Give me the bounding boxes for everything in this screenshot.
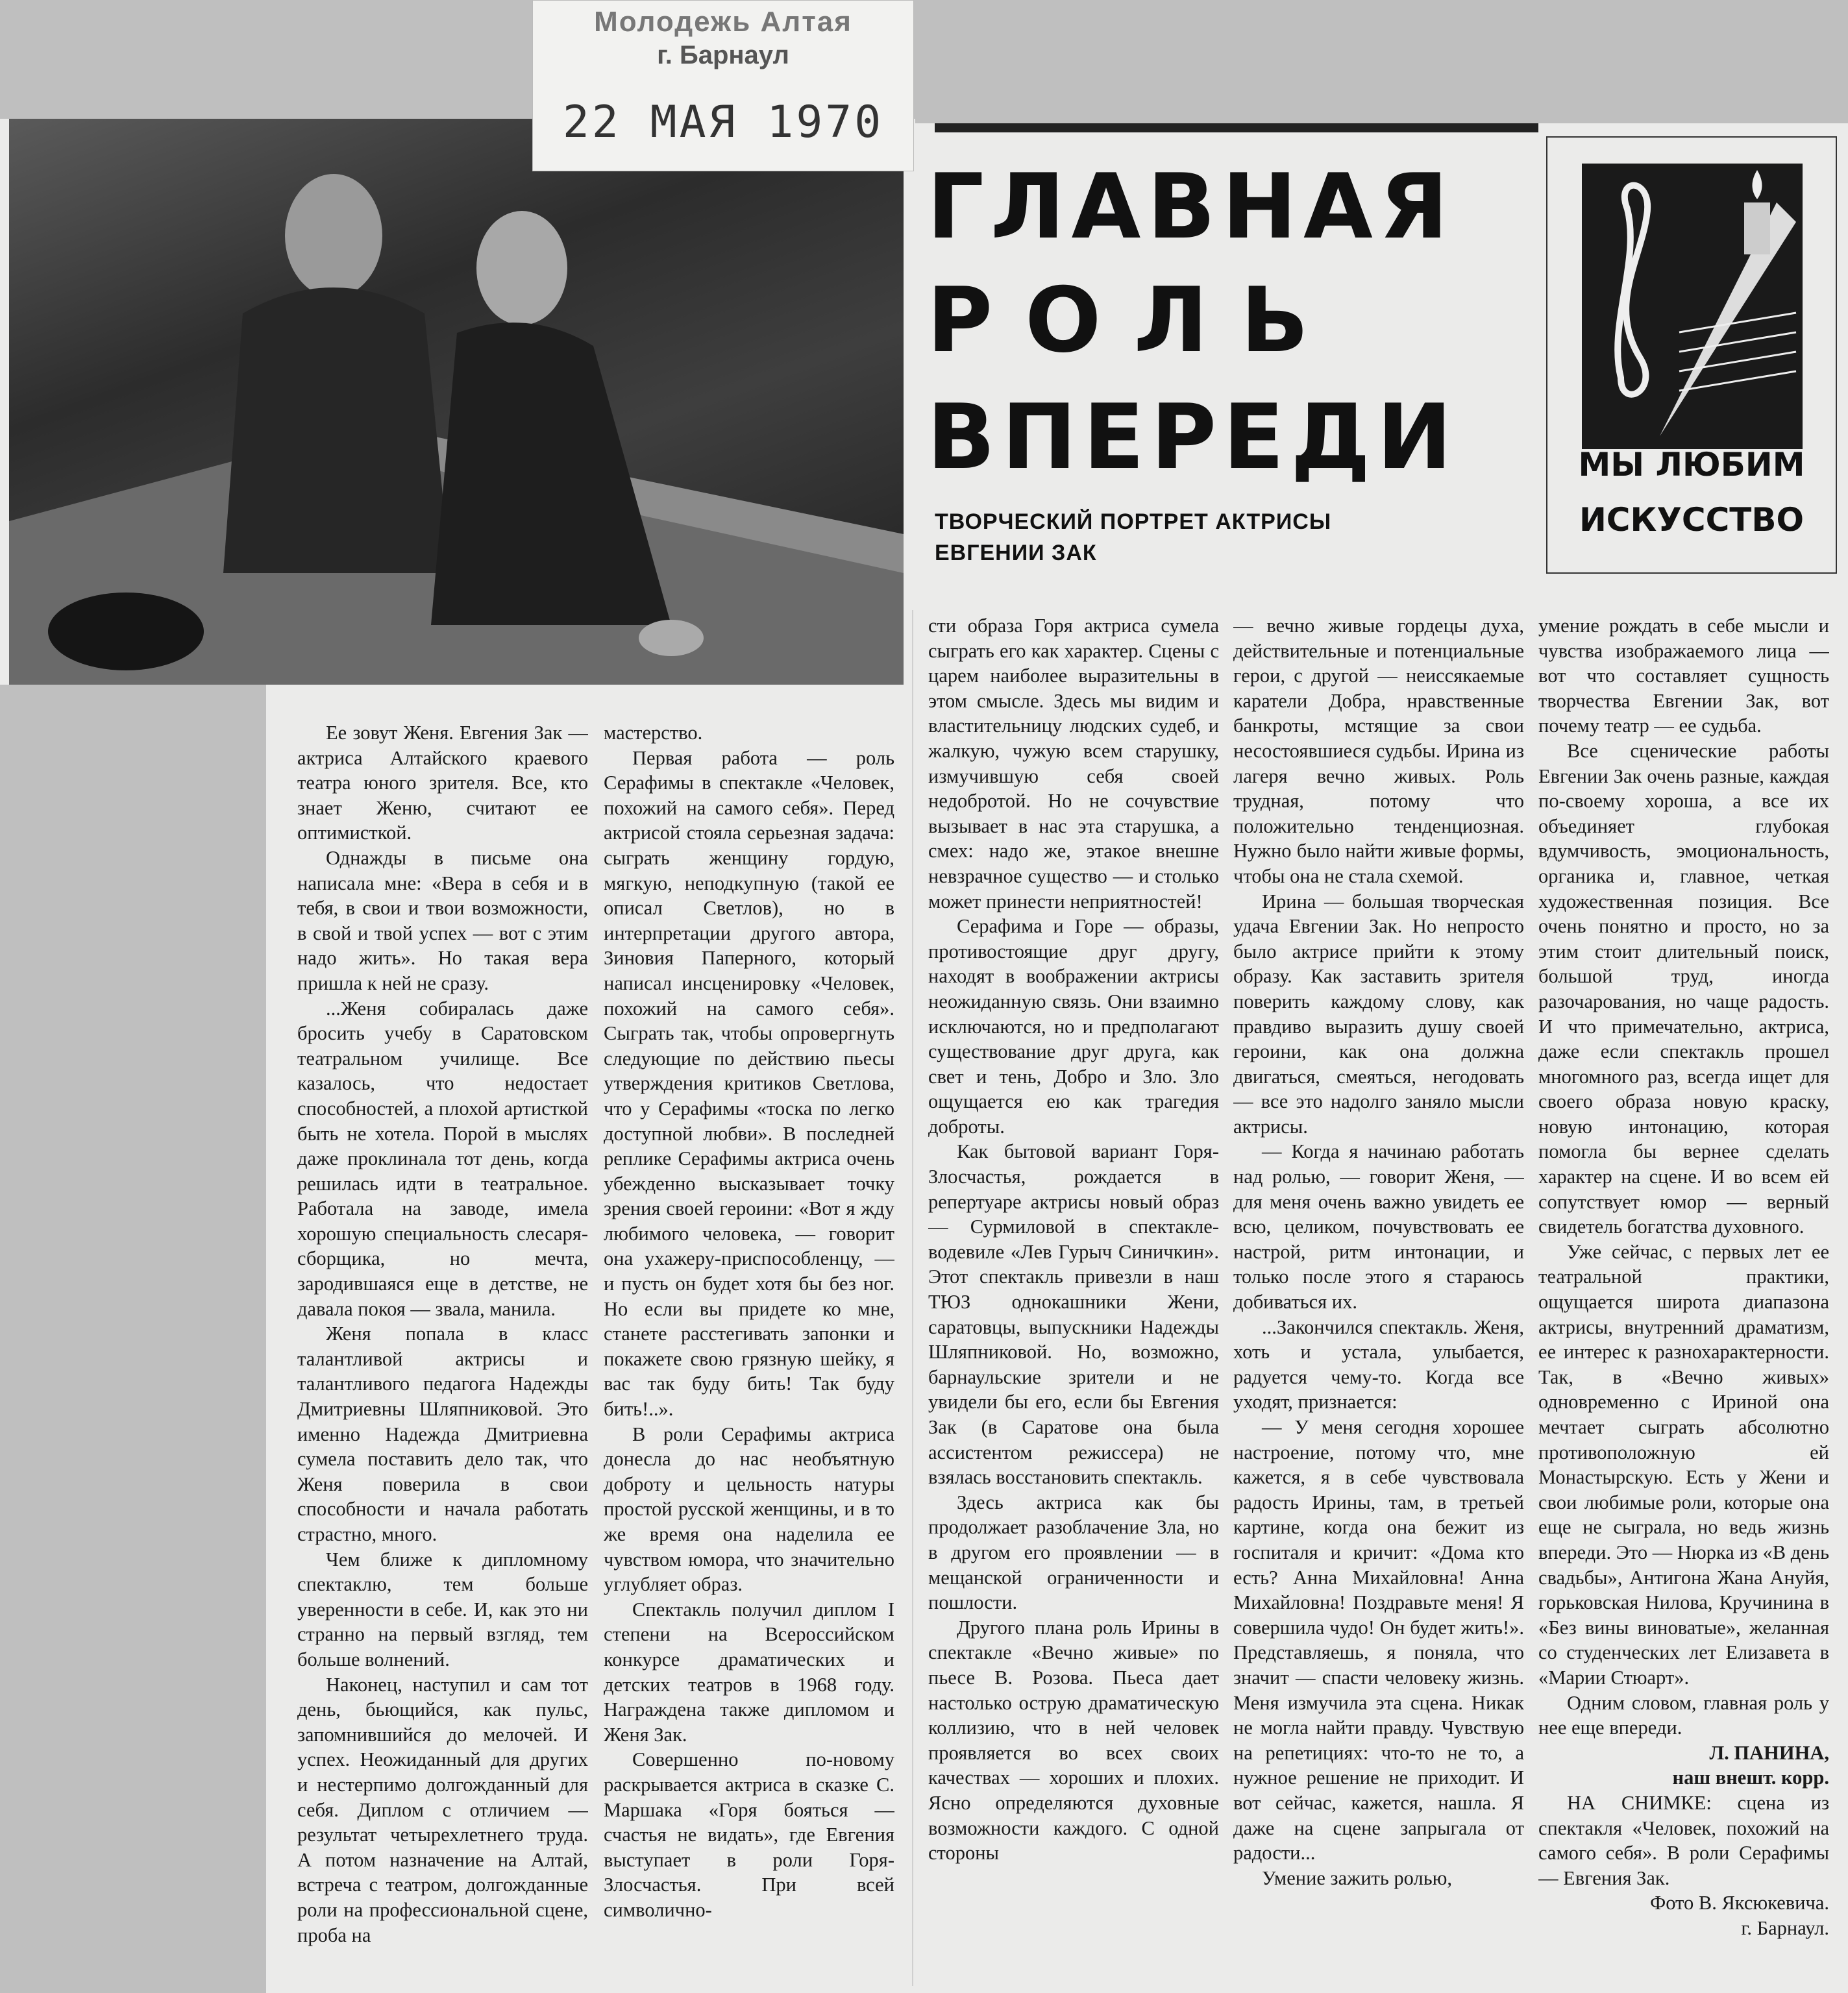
rubric-line-1: МЫ ЛЮБИМ xyxy=(1578,446,1805,483)
caption-label: НА СНИМКЕ: xyxy=(1567,1791,1712,1814)
paragraph: Совершенно по-новому раскрывается актриса в сказке С. Маршака «Горя бояться — счастья не видать», где Евгения выступает в роли Горя-Злосчастья. При всей символично- xyxy=(604,1748,894,1921)
paragraph: сти образа Горя актриса сумела сыграть его как характер. Сцены с царем наиболее выразительны в этом смысле. Здесь мы видим и властительницу людских судеб, и жалкую, чужую всем старушку, измучившую себя своей недобротой. Но не сочувствие вызывает в нас эта старушка, а смех: надо же, этакое внешне невзрачное существо — и столько может принести неприятностей! xyxy=(928,615,1219,912)
paragraph: Однажды в письме она написала мне: «Вера в себя и в тебя, в свои и твои возможности, в свой и твой успех — вот с этим надо жить». Но такая вера пришла к ней не сразу. xyxy=(297,846,588,994)
headline-line-3: ВПЕРЕДИ xyxy=(927,385,1459,489)
article-column-5 xyxy=(1538,613,1829,1986)
title-rule xyxy=(935,123,1538,132)
paragraph: Как бытовой вариант Горя-Злосчастья, рождается в репертуаре актрисы новый образ — Сурмиловой в спектакле-водевиле «Лев Гурыч Синичкин». Этот спектакль привезли в наш ТЮЗ однокашники Жени, саратовцы, выпускники Надежды Шляпниковой. Но, возможно, барнаульские зрители и не увидели бы его, если бы Евгения Зак (в Саратове она была ассистентом режиссера) не взялась восстановить спектакль. xyxy=(928,1140,1219,1489)
paragraph: Ирина — большая творческая удача Евгении Зак. Но непросто было актрисе прийти к этому образу. Как заставить зрителя поверить каждому слову, как правдиво выразить душу своей героини, как она должна двигаться, смеяться, негодовать — все это надолго заняло мысли актрисы. xyxy=(1233,890,1524,1138)
paragraph: Одним словом, главная роль у нее еще впереди. xyxy=(1538,1691,1829,1739)
article-column-3 xyxy=(928,613,1219,1986)
paragraph: Уже сейчас, с первых лет ее театральной практики, ощущается широта диапазона актрисы, внутренний драматизм, ее интерес к разнохарактерности. Так, в «Вечно живых» одновременно с Ириной она мечтает сыграть абсолютно противоположную ей Монастырскую. Есть у Жени и свои любимые роли, которые она еще не сыграла, но ведь жизнь впереди. Это — Нюрка из «В день свадьбы», Антигона Жана Ануйя, горьковская Нилова, Кручинина в «Без вины виноватые», желанная со студенческих лет Елизавета в «Марии Стюарт». xyxy=(1538,1240,1829,1689)
photo-caption xyxy=(1538,1791,1829,1890)
article-column-1 xyxy=(297,720,588,1986)
author-role: наш внешт. корр. xyxy=(1672,1767,1829,1789)
paragraph: умение рождать в себе мысли и чувства изображаемого лица — вот что составляет сущность творчества Евгении Зак, вот почему театр — ее судьба. xyxy=(1538,615,1829,737)
paragraph: Другого плана роль Ирины в спектакле «Вечно живые» по пьесе В. Розова. Пьеса дает настолько острую драматическую коллизию, что в ней человек проявляется во всех своих качествах — хороших и плохих. Ясно определяются духовные возможности каждого. С одной стороны xyxy=(928,1616,1219,1865)
paragraph: Первая работа — роль Серафимы в спектакле «Человек, похожий на самого себя». Перед актрисой стояла серьезная задача: сыграть женщину гордую, мягкую, неподкупную (такой ее описал Светлов), но в интерпретации другого автора, Зиновия Паперного, который написал инсценировку «Человек, похожий на самого себя». Сыграть так, чтобы опровергнуть следующие по действию пьесы утверждения критиков Светлова, что у Серафимы «тоска по легко доступной любви». В последней реплике Серафимы актриса очень убежденно высказывает точку зрения своей героини: «Вот я жду любимого человека, — говорит она ухажеру-приспособленцу, — и пусть он будет хотя бы без ног. Но если вы придете ко мне, станете расстегивать запонки и покажете свою грязную шейку, я вас так буду бить! Так буду бить!..». xyxy=(604,746,894,1421)
photo-clipping xyxy=(0,119,915,685)
photo-credit: Фото В. Яксюкевича. xyxy=(1650,1892,1829,1914)
place-credit: г. Барнаул. xyxy=(1741,1916,1829,1939)
stamp-newspaper: Молодежь Алтая xyxy=(594,6,852,38)
article-column-2 xyxy=(604,720,894,1986)
column-fold xyxy=(912,610,913,1986)
paragraph: Серафима и Горе — образы, противостоящие друг другу, находят в воображении актрисы неожиданную связь. Они взаимно исключаются, но и предполагают существование друг друга, как свет и тень, Добро и Зло. Зло ощущается ею как трагедия доброты. xyxy=(928,915,1219,1138)
rubric-line-2: ИСКУССТВО xyxy=(1579,501,1805,539)
rubric-emblem xyxy=(1582,164,1803,449)
paragraph: Ее зовут Женя. Евгения Зак — актриса Алтайского краевого театра юного зрителя. Все, кто знает Женю, считают ее оптимисткой. xyxy=(297,722,588,844)
paragraph: — вечно живые гордецы духа, действительные и потенциальные герои, с другой — неиссякаемые каратели Добра, нравственные банкроты, мстящие за свои несостоявшиеся судьбы. Ирина из лагеря вечно живых. Роль трудная, потому что положительно тенденциозная. Нужно было найти живые формы, чтобы она не стала схемой. xyxy=(1233,615,1524,887)
caption-text: сцена из спектакля «Человек, похожий на самого себя». В роли Серафимы — Евгения Зак. xyxy=(1538,1791,1829,1889)
paragraph: — Когда я начинаю работать над ролью, — говорит Женя, — для меня очень важно увидеть ее всю, целиком, почувствовать ее настрой, ритм интонации, и только после этого я стараюсь добиваться их. xyxy=(1233,1140,1524,1314)
newspaper-stamp xyxy=(532,0,914,171)
music-quill-candle-icon xyxy=(1582,164,1803,449)
headline-line-1: ГЛАВНАЯ xyxy=(927,154,1455,259)
stamp-city: г. Барнаул xyxy=(657,41,789,69)
paragraph: ...Женя собиралась даже бросить учебу в Саратовском театральном училище. Все казалось, что недостает способностей, а плохой артисткой быть не хотела. Порой в мыслях даже проклинала тот день, когда решилась идти в театральное. Работала на заводе, имела хорошую специальность слесаря-сборщика, но мечта, зародившаяся еще в детстве, не давала покоя — звала, манила. xyxy=(297,997,588,1320)
subtitle-line-1: ТВОРЧЕСКИЙ ПОРТРЕТ АКТРИСЫ xyxy=(935,509,1332,534)
paragraph: Женя попала в класс талантливой актрисы и талантливого педагога Надежды Дмитриевны Шляпниковой. Это именно Надежда Дмитриевна сумела поставить дело так, что Женя поверила в свои способности и начала работать страстно, много. xyxy=(297,1323,588,1545)
paragraph: В роли Серафимы актриса донесла до нас необъятную доброту и цельность натуры простой русской женщины, и в то же время она наделила ее чувством юмора, что значительно углубляет образ. xyxy=(604,1423,894,1596)
subtitle-line-2: ЕВГЕНИИ ЗАК xyxy=(935,541,1097,565)
stamp-date: 22 МАЯ 1970 xyxy=(562,97,884,148)
paragraph: — У меня сегодня хорошее настроение, потому что, мне кажется, я в себе чувствовала радость Ирины, там, в третьей картине, когда она бежит из госпиталя и кричит: «Дома кто есть? Анна Михайловна! Анна Михайловна! Поздравьте меня! Я совершила чудо! Он будет жить!». Представляешь, я поняла, что значит — спасти человеку жизнь. Меня измучила эта сцена. Никак не могла найти правду. Чувствую на репетициях: что-то не то, а нужное решение не приходит. И вот сейчас, кажется, нашла. Я даже на сцене запрыгала от радости... xyxy=(1233,1416,1524,1865)
paragraph: Умение зажить ролью, xyxy=(1262,1866,1453,1889)
paragraph: ...Закончился спектакль. Женя, хоть и устала, улыбается, радуется чему-то. Когда все уходят, признается: xyxy=(1233,1315,1524,1413)
headline-line-2: РОЛЬ xyxy=(927,268,1342,373)
article-column-4 xyxy=(1233,613,1524,1986)
rubric-box xyxy=(1546,136,1837,574)
paragraph: мастерство. xyxy=(604,722,703,744)
paragraph: Здесь актриса как бы продолжает разоблачение Зла, но в другом его проявлении — в мещанской ограниченности и пошлости. xyxy=(928,1491,1219,1614)
theatre-scene-photo xyxy=(9,119,904,685)
paragraph: Наконец, наступил и сам тот день, бьющийся, как пульс, запомнившийся до мелочей. И успех. Неожиданный для других и нестерпимо долгожданный для себя. Диплом с отличием — результат четырехлетнего труда. А потом назначение на Алтай, встреча с театром, долгожданные роли на профессиональной сцене, проба на xyxy=(297,1673,588,1946)
paragraph: Спектакль получил диплом I степени на Всероссийском конкурсе драматических и детских театров в 1968 году. Награждена также дипломом и Женя Зак. xyxy=(604,1598,894,1746)
paragraph: Все сценические работы Евгении Зак очень разные, каждая по-своему хороша, а все их объединяет глубокая вдумчивость, эмоциональность, органика и, главное, четкая художественная позиция. Все очень понятно и просто, но за этим стоит длительный поиск, большой труд, иногда разочарования, но чаще радость. И что примечательно, актриса, даже если спектакль прошел многомного раз, всегда ищет для своего образа новую краску, новую интонацию, которая помогла бы вернее сделать характер на сцене. И во всем ей сопутствует юмор — верный свидетель богатства духовного. xyxy=(1538,739,1829,1238)
paragraph: Чем ближе к дипломному спектаклю, тем больше уверенности в себе. И, как это ни странно на первый взгляд, тем больше волнений. xyxy=(297,1548,588,1670)
theatre-scene-photo-icon xyxy=(9,119,904,685)
author-signature: Л. ПАНИНА, xyxy=(1709,1741,1829,1764)
